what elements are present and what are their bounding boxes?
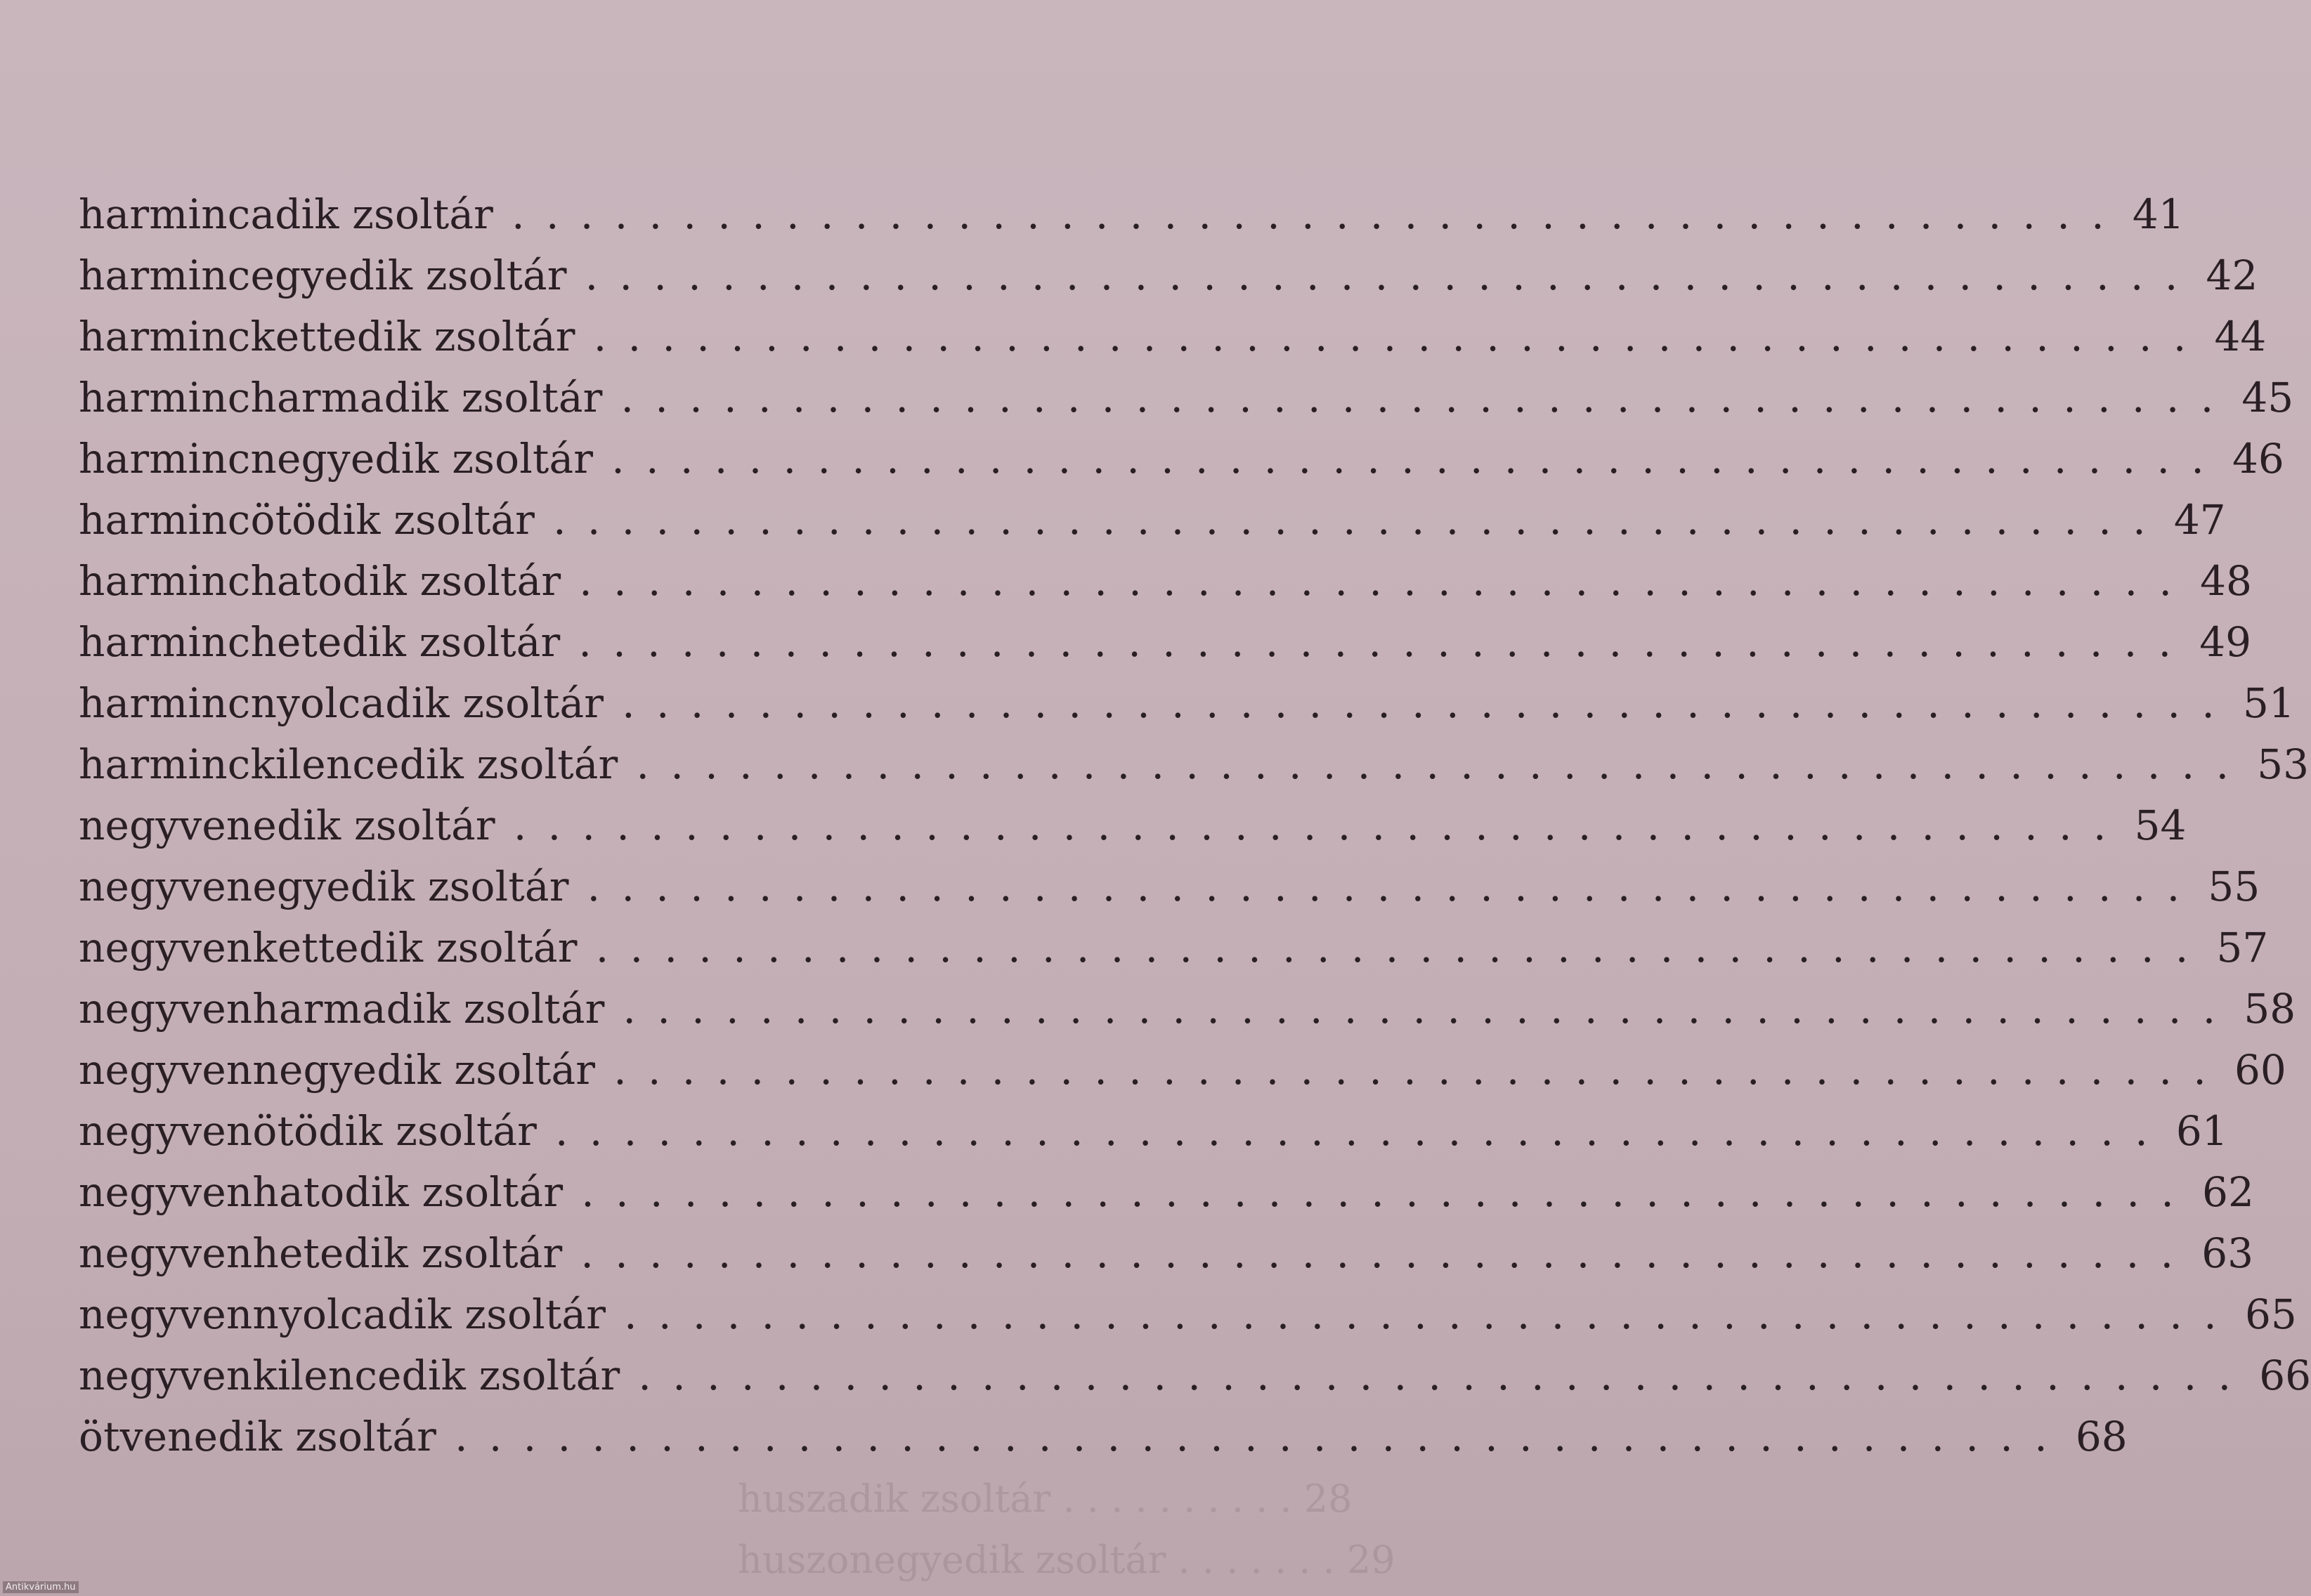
bleed-through-text bbox=[738, 1468, 1395, 1590]
toc-entry-page: 53 bbox=[2257, 740, 2310, 788]
toc-entry bbox=[79, 1406, 2128, 1467]
toc-entry bbox=[79, 1223, 2254, 1284]
toc-entry-title: harmincötödik zsoltár bbox=[79, 496, 535, 544]
toc-entry-title: negyvenkilencedik zsoltár bbox=[79, 1352, 620, 1399]
dot-leader bbox=[613, 1040, 2211, 1101]
toc-entry-page: 63 bbox=[2201, 1229, 2254, 1277]
toc-entry-title: negyvenötödik zsoltár bbox=[79, 1107, 538, 1155]
toc-entry-title: negyvenhetedik zsoltár bbox=[79, 1229, 563, 1277]
dot-leader bbox=[587, 856, 2185, 917]
toc-entry bbox=[79, 856, 2260, 917]
toc-entry-title: negyvenharmadik zsoltár bbox=[79, 985, 605, 1033]
toc-entry-title: harminckilencedik zsoltár bbox=[79, 740, 618, 788]
toc-entry bbox=[79, 245, 2258, 306]
toc-entry bbox=[79, 734, 2310, 795]
toc-entry-title: harminchatodik zsoltár bbox=[79, 557, 561, 605]
toc-entry-title: harmincadik zsoltár bbox=[79, 190, 494, 238]
toc-entry-page: 61 bbox=[2175, 1107, 2228, 1155]
dot-leader bbox=[621, 367, 2218, 429]
toc-entry-page: 68 bbox=[2075, 1413, 2128, 1460]
toc-entry bbox=[79, 917, 2269, 979]
toc-entry-page: 49 bbox=[2199, 618, 2252, 666]
table-of-contents bbox=[79, 184, 2311, 1467]
dot-leader bbox=[578, 612, 2175, 673]
toc-entry-page: 48 bbox=[2200, 557, 2252, 605]
toc-entry-page: 66 bbox=[2259, 1352, 2311, 1399]
dot-leader bbox=[638, 1345, 2235, 1406]
toc-entry-page: 41 bbox=[2132, 190, 2185, 238]
site-watermark: Antikvárium.hu bbox=[3, 1581, 79, 1593]
dot-leader bbox=[596, 917, 2193, 979]
bleed-through-line: huszadik zsoltár . . . . . . . . . . 28 bbox=[738, 1477, 1353, 1521]
toc-entry bbox=[79, 367, 2294, 429]
dot-leader bbox=[623, 979, 2220, 1040]
toc-entry bbox=[79, 1040, 2286, 1101]
toc-entry-page: 62 bbox=[2202, 1168, 2254, 1216]
toc-entry-title: negyvennegyedik zsoltár bbox=[79, 1046, 596, 1094]
dot-leader bbox=[553, 490, 2150, 551]
toc-entry-title: harmincharmadik zsoltár bbox=[79, 374, 603, 421]
toc-entry-page: 47 bbox=[2173, 496, 2226, 544]
toc-entry-title: negyvenhatodik zsoltár bbox=[79, 1168, 564, 1216]
dot-leader bbox=[514, 795, 2111, 856]
dot-leader bbox=[580, 1223, 2177, 1284]
dot-leader bbox=[622, 673, 2219, 734]
dot-leader bbox=[636, 734, 2233, 795]
dot-leader bbox=[594, 306, 2191, 367]
bleed-through-line: huszonegyedik zsoltár . . . . . . . 29 bbox=[738, 1538, 1395, 1582]
toc-entry-page: 44 bbox=[2214, 313, 2267, 360]
dot-leader bbox=[512, 184, 2109, 245]
toc-entry-page: 46 bbox=[2232, 435, 2284, 483]
toc-entry-page: 57 bbox=[2216, 924, 2269, 972]
toc-entry-page: 60 bbox=[2234, 1046, 2286, 1094]
toc-entry-title: harminckettedik zsoltár bbox=[79, 313, 575, 360]
toc-entry bbox=[79, 306, 2267, 367]
toc-entry bbox=[79, 1345, 2311, 1406]
dot-leader bbox=[624, 1284, 2221, 1345]
toc-entry bbox=[79, 1162, 2254, 1223]
dot-leader bbox=[581, 1162, 2178, 1223]
toc-entry bbox=[79, 795, 2187, 856]
dot-leader bbox=[455, 1406, 2052, 1467]
toc-entry-title: negyvenedik zsoltár bbox=[79, 802, 495, 849]
dot-leader bbox=[579, 551, 2176, 612]
toc-entry bbox=[79, 429, 2284, 490]
toc-entry-title: ötvenedik zsoltár bbox=[79, 1413, 437, 1460]
toc-entry bbox=[79, 1101, 2228, 1162]
toc-entry bbox=[79, 1284, 2297, 1345]
toc-entry-title: harminchetedik zsoltár bbox=[79, 618, 561, 666]
toc-entry-page: 51 bbox=[2242, 679, 2295, 727]
toc-entry bbox=[79, 612, 2252, 673]
toc-entry-page: 55 bbox=[2208, 863, 2260, 910]
toc-entry bbox=[79, 490, 2226, 551]
toc-entry bbox=[79, 184, 2185, 245]
toc-entry-page: 45 bbox=[2241, 374, 2294, 421]
dot-leader bbox=[611, 429, 2208, 490]
toc-entry bbox=[79, 551, 2252, 612]
toc-entry-title: harmincnegyedik zsoltár bbox=[79, 435, 594, 483]
dot-leader bbox=[585, 245, 2182, 306]
toc-entry-page: 42 bbox=[2206, 251, 2258, 299]
dot-leader bbox=[555, 1101, 2152, 1162]
toc-entry-title: negyvenkettedik zsoltár bbox=[79, 924, 578, 972]
toc-entry bbox=[79, 979, 2296, 1040]
toc-entry-title: harmincegyedik zsoltár bbox=[79, 251, 567, 299]
toc-entry-page: 65 bbox=[2244, 1290, 2297, 1338]
toc-entry-page: 54 bbox=[2134, 802, 2187, 849]
toc-entry-title: harmincnyolcadik zsoltár bbox=[79, 679, 604, 727]
toc-entry-page: 58 bbox=[2244, 985, 2296, 1033]
toc-entry-title: negyvenegyedik zsoltár bbox=[79, 863, 569, 910]
toc-entry-title: negyvennyolcadik zsoltár bbox=[79, 1290, 606, 1338]
toc-entry bbox=[79, 673, 2295, 734]
